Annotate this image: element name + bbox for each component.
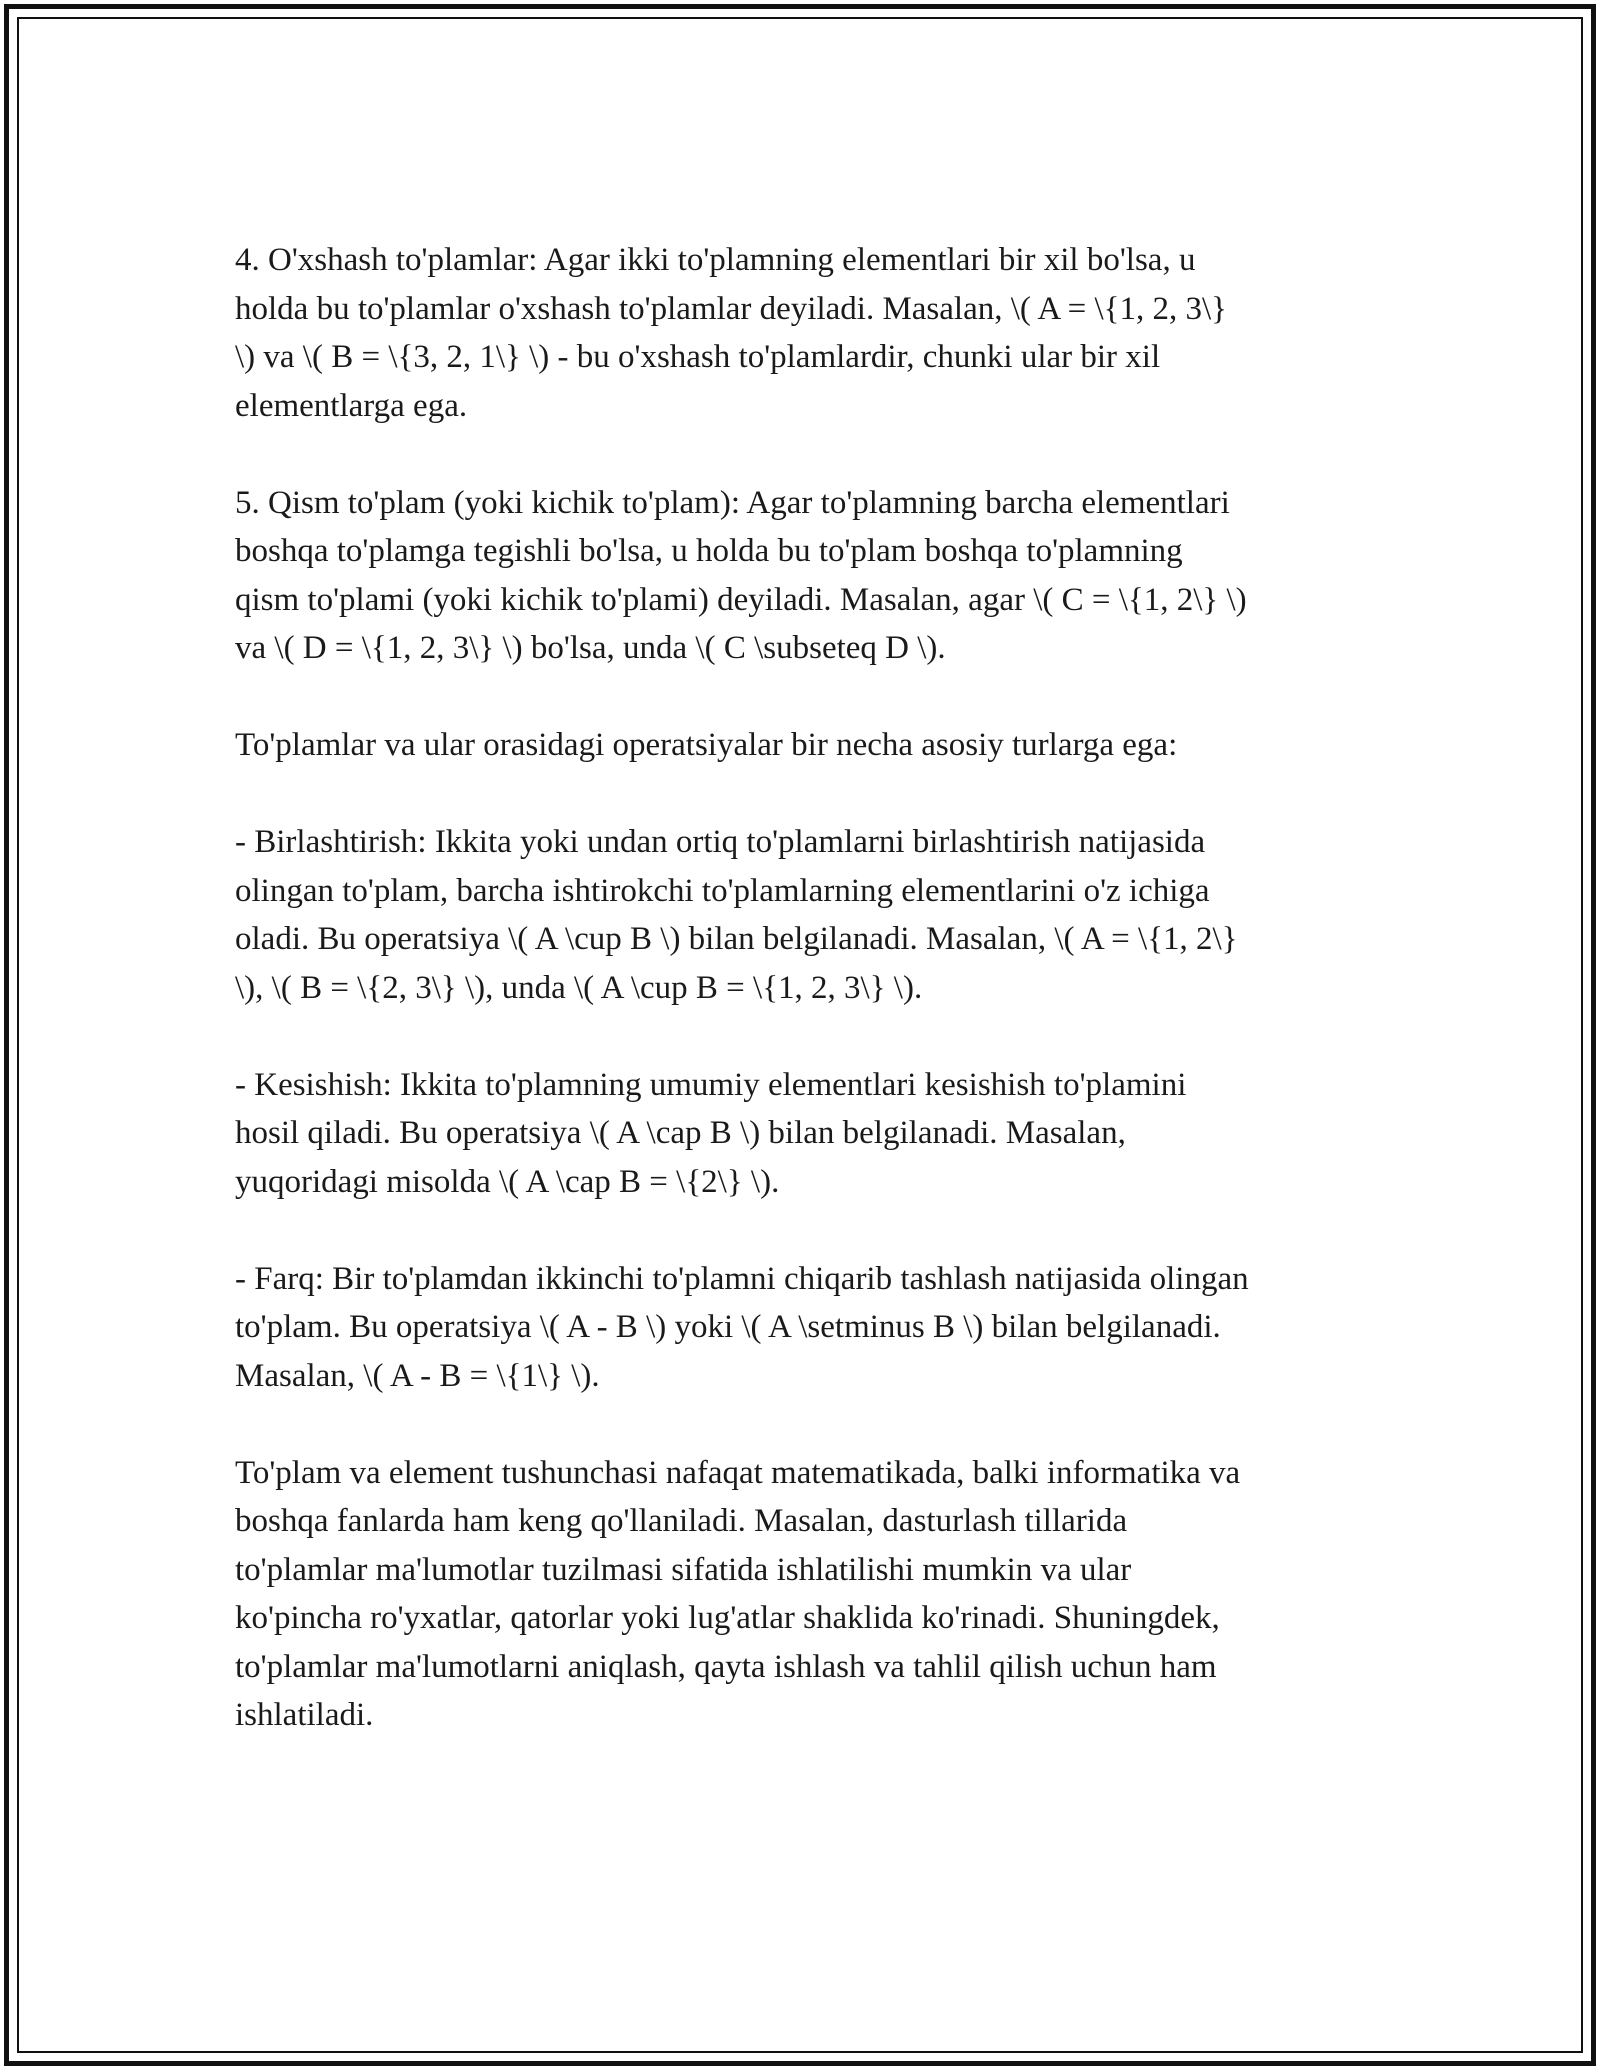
paragraph-subset: 5. Qism to'plam (yoki kichik to'plam): Agar to'plamning barcha elementlari boshqa to'plamga tegishli bo'lsa, u holda bu to'plam boshqa to'plamning qism to'plami (yoki kichik to'plami) deyiladi. Masalan, agar \( C = \{1, 2\} \) va \( D = \{1, 2, 3\} \) bo'lsa, unda \( C \subseteq D \). [235,484,1247,666]
paragraph-difference: - Farq: Bir to'plamdan ikkinchi to'plamni chiqarib tashlash natijasida olingan to'plam. Bu operatsiya \( A - B \) yoki \( A \setminus B \) bilan belgilanadi. Masalan, \( A - B = \{1\} \). [235,1260,1249,1394]
paragraph-similar-sets: 4. O'xshash to'plamlar: Agar ikki to'plamning elementlari bir xil bo'lsa, u holda bu to'plamlar o'xshash to'plamlar deyiladi. Masalan, \( A = \{1, 2, 3\} \) va \( B = \{3, 2, 1\} \) - bu o'xshash to'plamlardir, chunki ular bir xil elementlarga ega. [235,242,1227,424]
paragraph-union: - Birlashtirish: Ikkita yoki undan ortiq to'plamlarni birlashtirish natijasida olingan to'plam, barcha ishtirokchi to'plamlarning elementlarini o'z ichiga oladi. Bu operatsiya \( A \cup B \) bilan belgilanadi. Masalan, \( A = \{1, 2\} \), \( B = \{2, 3\} \), unda \( A \cup B = \{1, 2, 3\} \). [235,824,1238,1006]
paragraph-intersection: - Kesishish: Ikkita to'plamning umumiy elementlari kesishish to'plamini hosil qiladi. Bu operatsiya \( A \cap B \) bilan belgilanadi. Masalan, yuqoridagi misolda \( A \cap B = \{2\} \). [235,1066,1187,1200]
document-body [235,236,1385,1788]
paragraph-operations-intro: To'plamlar va ular orasidagi operatsiyalar bir necha asosiy turlarga ega: [235,727,1178,763]
paragraph-applications: To'plam va element tushunchasi nafaqat matematikada, balki informatika va boshqa fanlarda ham keng qo'llaniladi. Masalan, dasturlash tillarida to'plamlar ma'lumotlar tuzilmasi sifatida ishlatilishi mumkin va ular ko'pincha ro'yxatlar, qatorlar yoki lug'atlar shaklida ko'rinadi. Shuningdek, to'plamlar ma'lumotlarni aniqlash, qayta ishlash va tahlil qilish uchun ham ishlatiladi. [235,1454,1241,1733]
